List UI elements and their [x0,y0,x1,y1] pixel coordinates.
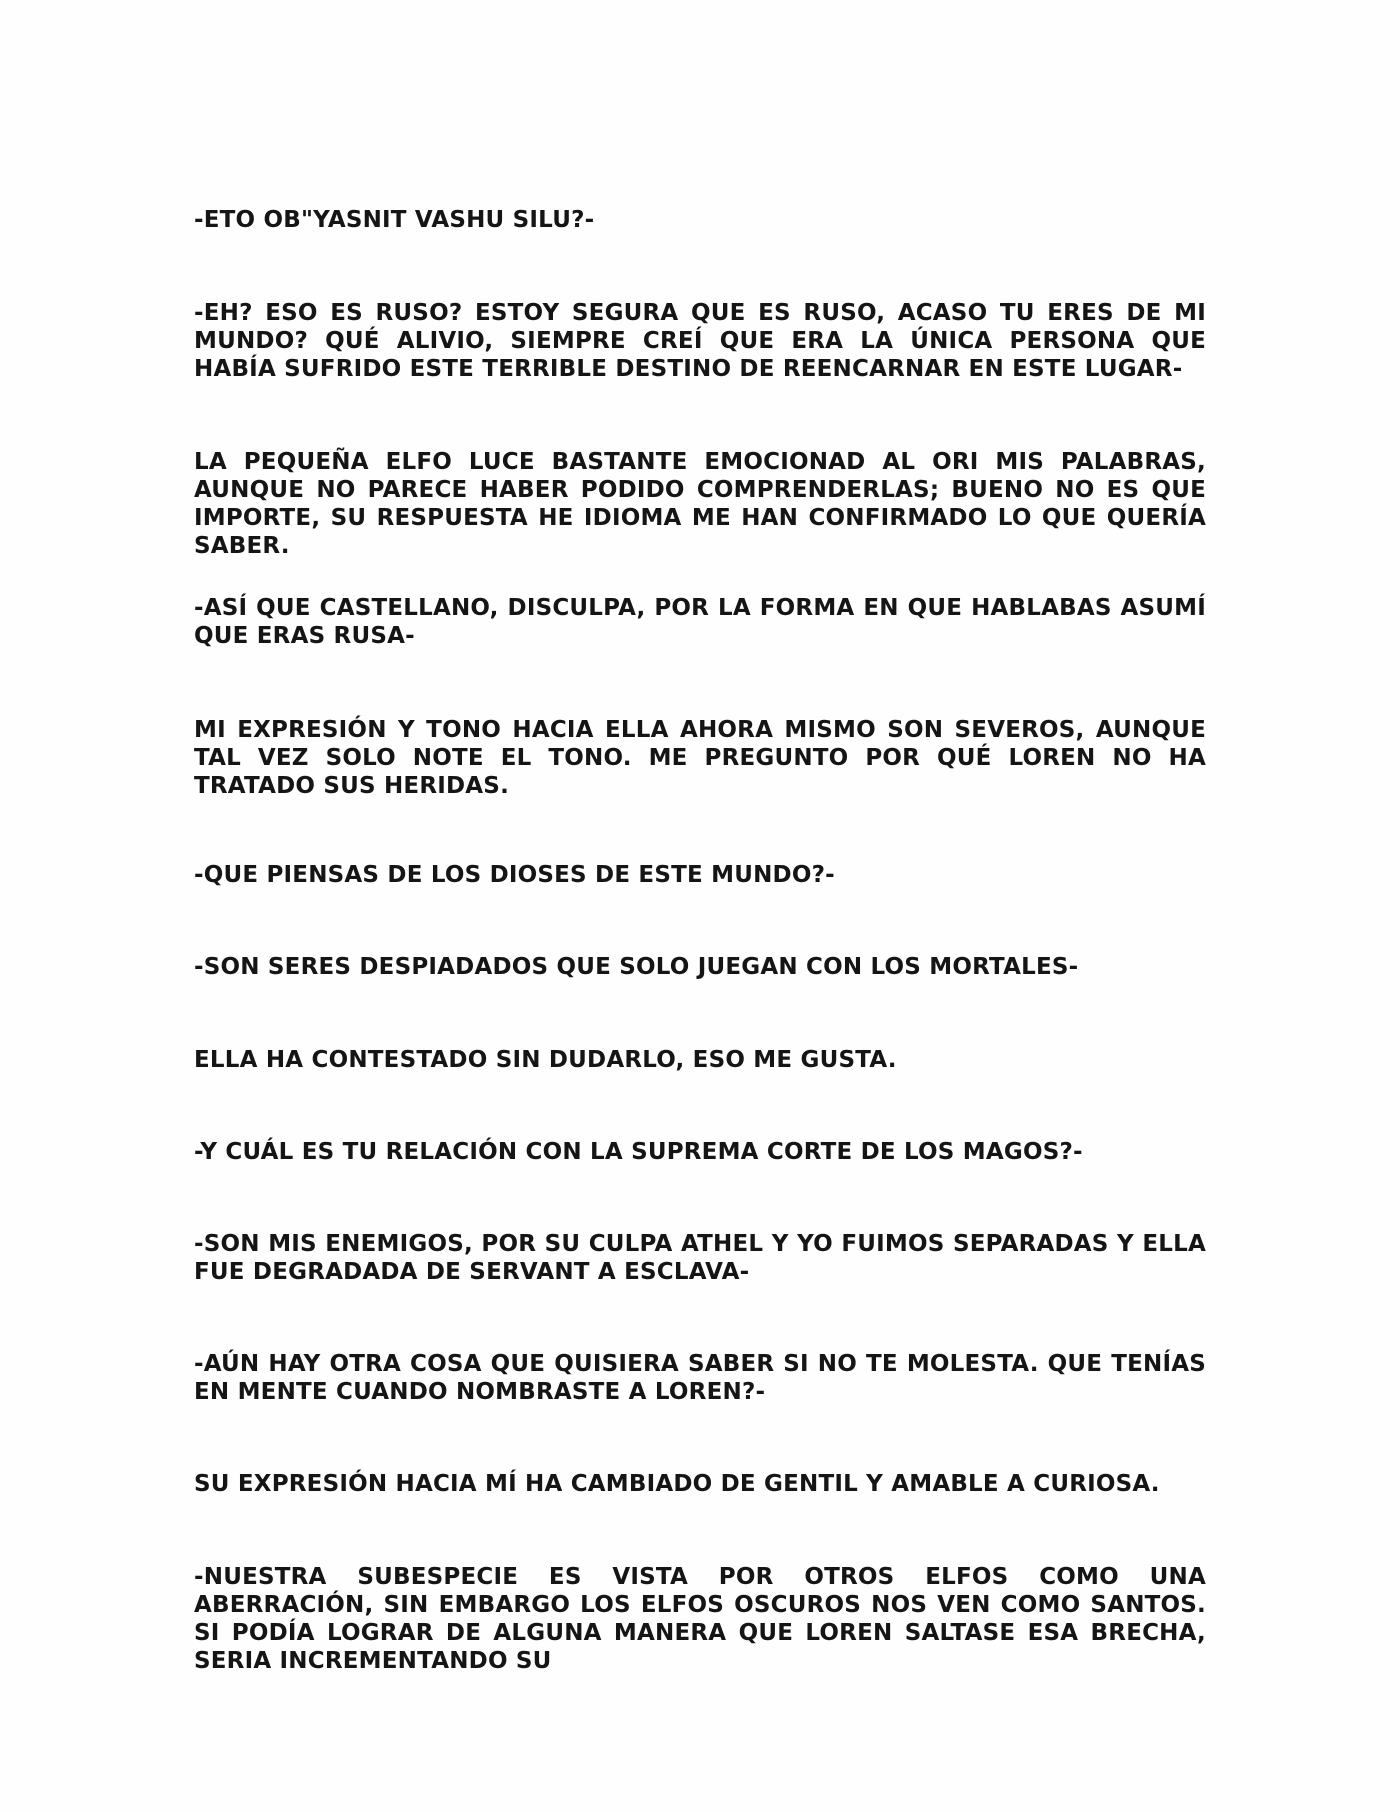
paragraph-9: -Y CUÁL ES TU RELACIÓN CON LA SUPREMA CORTE DE LOS MAGOS?- [194,1139,1083,1165]
paragraph-6: -QUE PIENSAS DE LOS DIOSES DE ESTE MUNDO?- [194,862,835,888]
paragraph-3: LA PEQUEÑA ELFO LUCE BASTANTE EMOCIONAD AL ORI MIS PALABRAS, AUNQUE NO PARECE HABER PODIDO COMPRENDERLAS; BUENO NO ES QUE IMPORTE, SU RESPUESTA HE IDIOMA ME HAN CONFIRMADO LO QUE QUERÍA SABER. [194,449,1206,559]
paragraph-7: -SON SERES DESPIADADOS QUE SOLO JUEGAN CON LOS MORTALES- [194,954,1079,980]
paragraph-4: -ASÍ QUE CASTELLANO, DISCULPA, POR LA FORMA EN QUE HABLABAS ASUMÍ QUE ERAS RUSA- [194,595,1206,649]
paragraph-13: -NUESTRA SUBESPECIE ES VISTA POR OTROS ELFOS COMO UNA ABERRACIÓN, SIN EMBARGO LOS ELFOS OSCUROS NOS VEN COMO SANTOS. SI PODÍA LOGRAR DE ALGUNA MANERA QUE LOREN SALTASE ESA BRECHA, SERIA INCREMENTANDO SU [194,1564,1206,1674]
paragraph-10: -SON MIS ENEMIGOS, POR SU CULPA ATHEL Y YO FUIMOS SEPARADAS Y ELLA FUE DEGRADADA DE SERVANT A ESCLAVA- [194,1231,1206,1285]
paragraph-2: -EH? ESO ES RUSO? ESTOY SEGURA QUE ES RUSO, ACASO TU ERES DE MI MUNDO? QUÉ ALIVIO, SIEMPRE CREÍ QUE ERA LA ÚNICA PERSONA QUE HABÍA SUFRIDO ESTE TERRIBLE DESTINO DE REENCARNAR EN ESTE LUGAR- [194,300,1206,382]
paragraph-11: -AÚN HAY OTRA COSA QUE QUISIERA SABER SI NO TE MOLESTA. QUE TENÍAS EN MENTE CUANDO NOMBRASTE A LOREN?- [194,1351,1206,1405]
paragraph-1: -ETO OB"YASNIT VASHU SILU?- [194,207,595,233]
paragraph-12: SU EXPRESIÓN HACIA MÍ HA CAMBIADO DE GENTIL Y AMABLE A CURIOSA. [194,1471,1160,1497]
paragraph-8: ELLA HA CONTESTADO SIN DUDARLO, ESO ME GUSTA. [194,1047,897,1073]
paragraph-5: MI EXPRESIÓN Y TONO HACIA ELLA AHORA MISMO SON SEVEROS, AUNQUE TAL VEZ SOLO NOTE EL TONO. ME PREGUNTO POR QUÉ LOREN NO HA TRATADO SUS HERIDAS. [194,717,1206,799]
